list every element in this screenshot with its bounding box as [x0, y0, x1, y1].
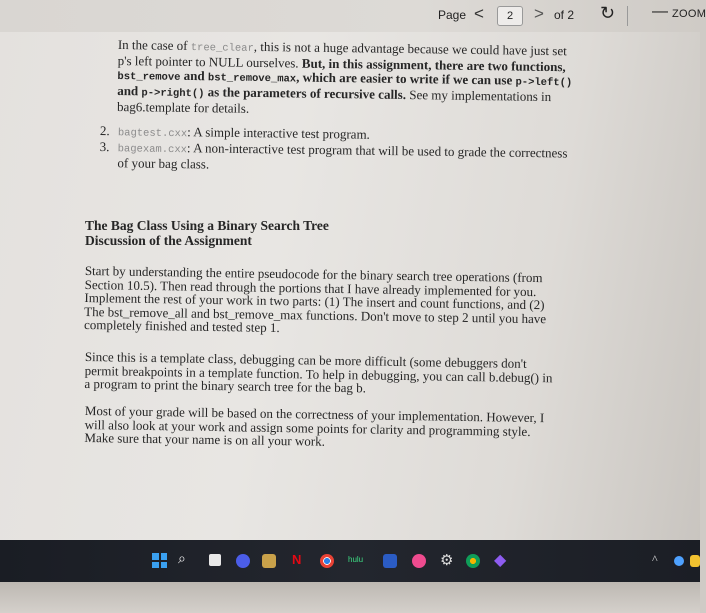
netflix-icon[interactable]: N — [292, 552, 302, 567]
zoom-out-icon[interactable]: — — [652, 3, 668, 20]
intro-bold: , which are easier to write if we can use — [296, 69, 516, 88]
pdf-toolbar — [0, 0, 706, 32]
code-right: p->right() — [141, 87, 205, 101]
previous-page-icon[interactable]: < — [474, 4, 484, 23]
list-text: : A non-interactive test program that will be used to grade the correctness of your bag class. — [117, 140, 568, 172]
list-text: : A simple interactive test program. — [187, 124, 370, 142]
paragraph-3: Most of your grade will be based on the correctness of your implementation. However, I will also look at your work and assign some points for clarity and programming style. Make sure that your name is on all your work. — [84, 403, 545, 449]
code-left: p->left() — [515, 76, 573, 90]
intro-text: See my implementations in bag6.template for details. — [116, 87, 552, 116]
paragraph-2: Since this is a template class, debugging can be more difficult (some debuggers don't permit breakpoints in a template function. To help in debugging, you can call b.debug() in a program to print the binary search tree for the bag b. — [84, 349, 553, 396]
settings-icon[interactable]: ⚙ — [440, 553, 454, 569]
chrome-profile-icon[interactable] — [466, 554, 480, 568]
file-list — [99, 124, 570, 177]
intro-bold: But, in this assignment, there are two functions, — [301, 55, 566, 75]
page-number-input[interactable]: 2 — [497, 6, 523, 26]
battery-icon[interactable] — [690, 555, 700, 567]
chrome-icon[interactable] — [320, 554, 334, 568]
task-view-icon[interactable] — [209, 554, 221, 566]
network-icon[interactable] — [674, 556, 684, 566]
taskbar — [0, 540, 700, 582]
visual-studio-icon[interactable]: ◆ — [494, 550, 507, 569]
list-item — [99, 140, 569, 177]
zoom-label[interactable]: ZOOM — [672, 8, 706, 20]
intro-text: In the case of — [117, 37, 191, 54]
tray-chevron-icon[interactable]: ^ — [652, 552, 658, 566]
list-number: 2. — [99, 123, 110, 139]
section-heading — [85, 218, 505, 248]
list-number: 3. — [99, 138, 110, 155]
intro-bold: as the parameters of recursive calls. — [204, 84, 407, 103]
word-icon[interactable] — [383, 554, 397, 568]
intro-text: , this is not a huge advantage because we could have just set p's left pointer to NULL ourselves. — [117, 38, 567, 71]
next-page-icon[interactable]: > — [534, 4, 544, 23]
code-bst-remove-max: bst_remove_max — [207, 72, 297, 86]
heading-line-1: The Bag Class Using a Binary Search Tree — [85, 218, 329, 233]
heading-line-2: Discussion of the Assignment — [85, 233, 252, 248]
page-count-label: of 2 — [554, 8, 575, 22]
store-icon[interactable] — [262, 554, 276, 568]
file-name: bagexam.cxx — [117, 143, 188, 157]
toolbar-divider — [627, 6, 628, 26]
intro-bold: and — [117, 82, 142, 99]
monitor-bezel — [0, 582, 700, 613]
paragraph-1: Start by understanding the entire pseudocode for the binary search tree operations (from Section 10.5). Then read through the portions that I have already implemented for you. Implement the rest of your work in two parts: (1) The insert and count functions, and (2) The bst_remove_all and bst_remove_max functions. Don't move to step 2 until you have completely finished and tested step 1. — [83, 263, 547, 336]
code-bst-remove: bst_remove — [117, 70, 181, 84]
document-page — [0, 32, 700, 540]
rotate-icon[interactable]: ↻ — [600, 3, 616, 23]
file-name: bagtest.cxx — [117, 127, 188, 141]
page-label: Page — [438, 8, 467, 22]
windows-start-icon[interactable] — [152, 553, 167, 568]
intro-paragraph — [117, 38, 573, 120]
code-tree-clear: tree_clear — [190, 42, 254, 55]
search-icon[interactable]: ⌕ — [178, 551, 186, 567]
intro-bold: and — [180, 67, 209, 84]
hulu-icon[interactable]: hulu — [348, 555, 364, 564]
itunes-icon[interactable] — [412, 554, 426, 568]
meet-icon[interactable] — [236, 554, 250, 568]
